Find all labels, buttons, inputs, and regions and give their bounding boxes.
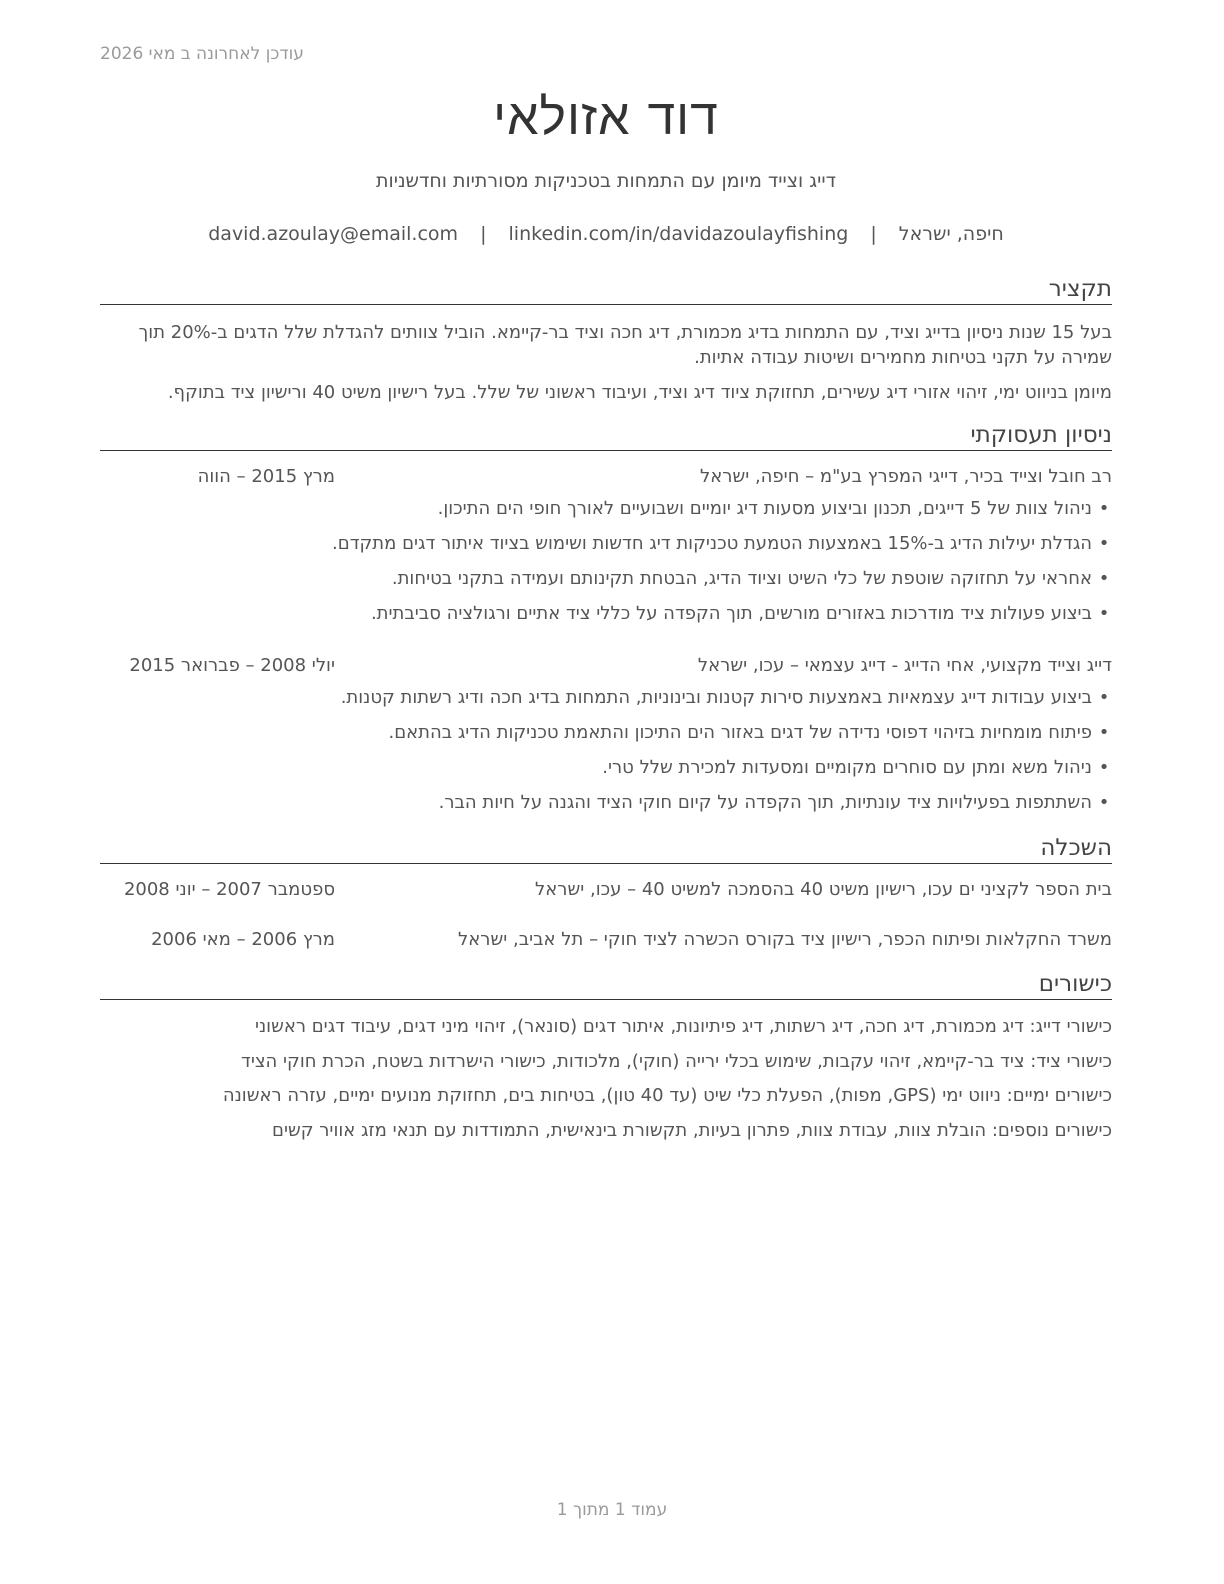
job-bullet: •ניהול משא ומתן עם סוחרים מקומיים ומסעדות למכירת שלל טרי.	[112, 755, 1112, 790]
education-dates: ספטמבר 2007 – יוני 2008	[123, 879, 335, 900]
contact-separator: |	[480, 223, 487, 245]
bullet-icon: •	[1098, 757, 1110, 778]
section-title-summary: תקציר	[100, 276, 1112, 305]
job-bullet: •הגדלת יעילות הדיג ב-15% באמצעות הטמעת טכניקות דיג חדשות ושימוש בציוד איתור דגים מתקדם.	[112, 531, 1112, 566]
bullet-icon: •	[1098, 722, 1110, 743]
contact-location: חיפה, ישראל	[898, 223, 1004, 245]
skill-line: כישורים נוספים: הובלת צוות, עבודת צוות, פתרון בעיות, תקשורת בינאישית, התמודדות עם תנאי מזג אוויר קשים	[272, 1119, 1112, 1141]
job-bullet: •פיתוח מומחיות בזיהוי דפוסי נדידה של דגים באזור הים התיכון והתאמת טכניקות הדיג בהתאם.	[112, 720, 1112, 755]
summary-paragraph-1: בעל 15 שנות ניסיון בדייג וציד, עם התמחות בדיג מכמורת, דיג חכה וציד בר-קיימא. הוביל צוותים להגדלת שלל הדגים ב-20% תוך שמירה על תקני בטיחות מחמירים ושיטות עבודה אתיות.	[138, 322, 1112, 368]
section-title-experience: ניסיון תעסוקתי	[100, 422, 1112, 451]
candidate-name: דוד אזולאי	[493, 88, 719, 146]
bullet-icon: •	[1098, 603, 1110, 624]
job-bullet: •ניהול צוות של 5 דייגים, תכנון וביצוע מסעות דיג יומיים ושבועיים לאורך חופי הים התיכון.	[112, 496, 1112, 531]
section-title-skills: כישורים	[100, 971, 1112, 1000]
job-bullet-list	[112, 496, 1112, 636]
job-title: דייג וצייד מקצועי, אחי הדייג - דייג עצמאי – עכו, ישראל	[697, 655, 1112, 676]
summary-paragraph-2: מיומן בניווט ימי, זיהוי אזורי דיג עשירים, תחזוקת ציוד דיג וציד, ועיבוד ראשוני של שלל. בעל רישיון משיט 40 ורישיון ציד בתוקף.	[167, 382, 1112, 403]
education-dates: מרץ 2006 – מאי 2006	[151, 929, 335, 950]
skills-list	[100, 1014, 1112, 1152]
bullet-icon: •	[1098, 792, 1110, 813]
job-dates: מרץ 2015 – הווה	[197, 466, 335, 487]
job-dates: יולי 2008 – פברואר 2015	[129, 655, 335, 676]
contact-separator: |	[870, 223, 877, 245]
skill-line: כישורי ציד: ציד בר-קיימא, זיהוי עקבות, שימוש בכלי ירייה (חוקי), מלכודות, כישורי הישרדות בשטח, הכרת חוקי הציד	[241, 1050, 1112, 1072]
page-number: עמוד 1 מתוך 1	[556, 1500, 668, 1520]
job-bullet: •השתתפות בפעילויות ציד עונתיות, תוך הקפדה על קיום חוקי הציד והגנה על חיות הבר.	[112, 790, 1112, 825]
candidate-tagline: דייג וצייד מיומן עם התמחות בטכניקות מסורתיות וחדשניות	[376, 170, 836, 192]
section-title-education: השכלה	[100, 835, 1112, 864]
job-bullet: •ביצוע פעולות ציד מודרכות באזורים מורשים, תוך הקפדה על כללי ציד אתיים ורגולציה סביבתית.	[112, 601, 1112, 636]
job-title: רב חובל וצייד בכיר, דייגי המפרץ בע"מ – חיפה, ישראל	[700, 466, 1112, 487]
contact-line	[100, 223, 1112, 245]
skill-line: כישורים ימיים: ניווט ימי (GPS, מפות), הפעלת כלי שיט (עד 40 טון), בטיחות בים, תחזוקת מנועים ימיים, עזרה ראשונה	[222, 1085, 1112, 1106]
bullet-icon: •	[1098, 687, 1110, 708]
contact-email[interactable]: david.azoulay@email.com	[208, 223, 459, 245]
job-bullet: •אחראי על תחזוקה שוטפת של כלי השיט וציוד הדיג, הבטחת תקינותם ועמידה בתקני בטיחות.	[112, 566, 1112, 601]
resume-page	[100, 0, 1112, 1584]
education-title: משרד החקלאות ופיתוח הכפר, רישיון ציד בקורס הכשרה לציד חוקי – תל אביב, ישראל	[458, 929, 1112, 950]
last-updated-note: עודכן לאחרונה ב מאי 2026	[100, 44, 304, 64]
education-title: בית הספר לקציני ים עכו, רישיון משיט 40 בהסמכה למשיט 40 – עכו, ישראל	[535, 879, 1112, 900]
skill-line: כישורי דייג: דיג מכמורת, דיג חכה, דיג רשתות, דיג פיתיונות, איתור דגים (סונאר), זיהוי מיני דגים, עיבוד דגים ראשוני	[254, 1016, 1112, 1037]
job-bullet: •ביצוע עבודות דייג עצמאיות באמצעות סירות קטנות ובינוניות, התמחות בדיג חכה ודיג רשתות קטנות.	[112, 685, 1112, 720]
job-bullet-list	[112, 685, 1112, 825]
bullet-icon: •	[1098, 533, 1110, 554]
contact-linkedin[interactable]: linkedin.com/in/davidazoulayfishing	[508, 223, 849, 245]
bullet-icon: •	[1098, 498, 1110, 519]
bullet-icon: •	[1098, 568, 1110, 589]
